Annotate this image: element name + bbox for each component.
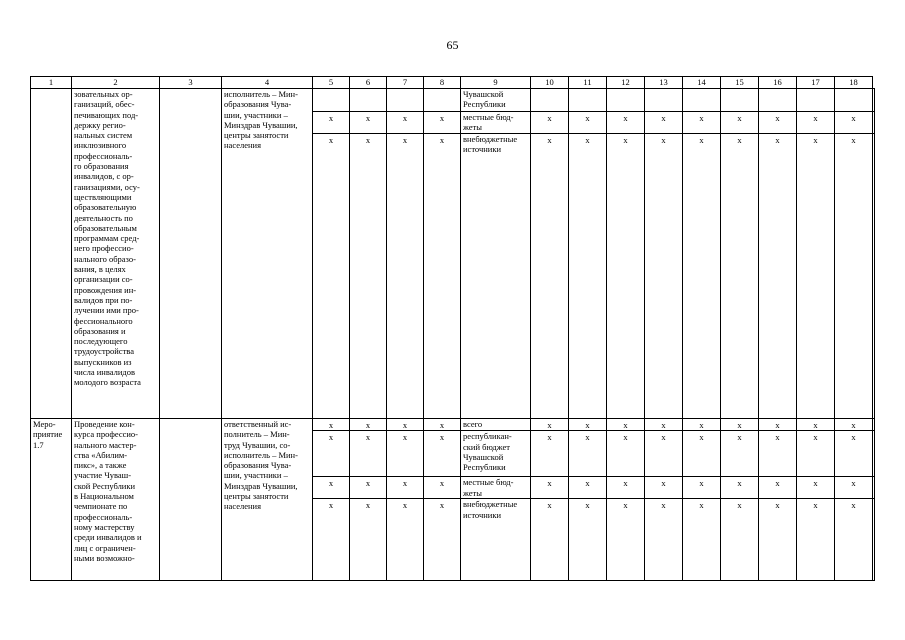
page-number: 65 xyxy=(446,38,459,52)
value-cell: x xyxy=(569,134,607,419)
value-cell: x xyxy=(721,419,759,431)
column-header: 18 xyxy=(835,77,873,89)
value-cell: x xyxy=(350,499,387,581)
value-cell: x xyxy=(313,477,350,499)
value-cell xyxy=(873,419,875,431)
funding-source-cell: Чувашской Республики xyxy=(461,89,531,112)
value-cell xyxy=(873,431,875,477)
value-cell: x xyxy=(683,134,721,419)
value-cell: x xyxy=(387,477,424,499)
value-cell: x xyxy=(387,134,424,419)
value-cell: x xyxy=(835,431,873,477)
column-header: 13 xyxy=(645,77,683,89)
value-cell xyxy=(873,112,875,134)
value-cell: x xyxy=(835,477,873,499)
value-cell: x xyxy=(759,431,797,477)
value-cell: x xyxy=(569,499,607,581)
column-header: 4 xyxy=(222,77,313,89)
value-cell: x xyxy=(721,431,759,477)
column-header: 12 xyxy=(607,77,645,89)
value-cell: x xyxy=(313,134,350,419)
funding-source-cell: местные бюд- жеты xyxy=(461,112,531,134)
column-header: 11 xyxy=(569,77,607,89)
table-row xyxy=(31,419,875,431)
measure-col4-cell: исполнитель – Мин- образования Чува- шии, участники – Минздрав Чувашии, центры занятости населения xyxy=(222,89,313,419)
measure-col2-cell: Проведение кон- курса профессио- нального мастер- ства «Абилим- пикс», а также участие Чуваш- ской Республики в Национальном чемпионате по профессиональ- ному мастерству среди инвалидов и лиц с ограничен- ными возможно- xyxy=(72,419,160,581)
value-cell: x xyxy=(387,499,424,581)
value-cell: x xyxy=(797,112,835,134)
value-cell: x xyxy=(424,419,461,431)
column-header: 8 xyxy=(424,77,461,89)
value-cell: x xyxy=(683,112,721,134)
value-cell: x xyxy=(721,477,759,499)
value-cell xyxy=(350,89,387,112)
value-cell: x xyxy=(645,419,683,431)
measure-col1-cell: Меро- приятие 1.7 xyxy=(31,419,72,581)
value-cell: x xyxy=(645,499,683,581)
value-cell: x xyxy=(835,419,873,431)
value-cell: x xyxy=(645,112,683,134)
value-cell: x xyxy=(424,499,461,581)
measure-col4-cell: ответственный ис- полнитель – Мин- труд Чувашии, со- исполнитель – Мин- образования Чува- шии, участники – Минздрав Чувашии, центры занятости населения xyxy=(222,419,313,581)
funding-source-cell: всего xyxy=(461,419,531,431)
value-cell: x xyxy=(313,112,350,134)
value-cell: x xyxy=(607,477,645,499)
value-cell: x xyxy=(313,419,350,431)
value-cell xyxy=(313,89,350,112)
value-cell xyxy=(797,89,835,112)
column-header: 1 xyxy=(31,77,72,89)
value-cell: x xyxy=(313,431,350,477)
value-cell xyxy=(873,134,875,419)
value-cell: x xyxy=(531,431,569,477)
value-cell: x xyxy=(607,431,645,477)
value-cell: x xyxy=(531,499,569,581)
value-cell: x xyxy=(313,499,350,581)
funding-source-cell: местные бюд- жеты xyxy=(461,477,531,499)
value-cell: x xyxy=(607,499,645,581)
value-cell: x xyxy=(721,112,759,134)
column-header: 6 xyxy=(350,77,387,89)
funding-source-cell: республикан- ский бюджет Чувашской Республики xyxy=(461,431,531,477)
measure-col1-cell xyxy=(31,89,72,419)
value-cell: x xyxy=(531,419,569,431)
value-cell: x xyxy=(387,112,424,134)
value-cell xyxy=(387,89,424,112)
value-cell: x xyxy=(797,499,835,581)
value-cell: x xyxy=(797,134,835,419)
funding-source-cell: внебюджетные источники xyxy=(461,134,531,419)
value-cell: x xyxy=(387,431,424,477)
column-header: 3 xyxy=(160,77,222,89)
value-cell: x xyxy=(350,419,387,431)
value-cell: x xyxy=(569,112,607,134)
value-cell xyxy=(531,89,569,112)
value-cell: x xyxy=(759,499,797,581)
value-cell: x xyxy=(721,134,759,419)
value-cell xyxy=(569,89,607,112)
column-number-row xyxy=(31,77,875,89)
column-header: 15 xyxy=(721,77,759,89)
value-cell: x xyxy=(645,431,683,477)
measure-col2-cell: зовательных ор- ганизаций, обес- печивающих под- держку регио- нальных систем инклюзивного профессиональ- го образования инвалидов, с ор- ганизациями, осу- ществляющими образовательную деятельность по образовательным программам сред- него профессио- нального образо- вания, в целях организации со- провождения ин- валидов при по- лучении ими про- фессионального образования и последующего трудоустройства выпускников из числа инвалидов молодого возраста xyxy=(72,89,160,419)
value-cell: x xyxy=(683,431,721,477)
value-cell: x xyxy=(569,431,607,477)
value-cell: x xyxy=(797,431,835,477)
value-cell: x xyxy=(797,419,835,431)
value-cell: x xyxy=(607,134,645,419)
value-cell xyxy=(835,89,873,112)
value-cell: x xyxy=(350,112,387,134)
value-cell: x xyxy=(721,499,759,581)
value-cell: x xyxy=(759,112,797,134)
value-cell xyxy=(759,89,797,112)
value-cell: x xyxy=(835,112,873,134)
value-cell: x xyxy=(569,419,607,431)
value-cell: x xyxy=(531,112,569,134)
value-cell: x xyxy=(350,431,387,477)
value-cell xyxy=(683,89,721,112)
value-cell: x xyxy=(683,499,721,581)
value-cell: x xyxy=(424,477,461,499)
value-cell xyxy=(721,89,759,112)
value-cell: x xyxy=(645,134,683,419)
value-cell: x xyxy=(835,499,873,581)
column-header: 16 xyxy=(759,77,797,89)
column-header: 2 xyxy=(72,77,160,89)
value-cell xyxy=(607,89,645,112)
value-cell: x xyxy=(387,419,424,431)
value-cell: x xyxy=(531,134,569,419)
value-cell: x xyxy=(424,134,461,419)
value-cell: x xyxy=(607,419,645,431)
value-cell: x xyxy=(424,431,461,477)
program-measures-table xyxy=(30,76,875,581)
table-row xyxy=(31,89,875,112)
value-cell: x xyxy=(645,477,683,499)
measure-col3-cell xyxy=(160,89,222,419)
value-cell: x xyxy=(835,134,873,419)
measure-col3-cell xyxy=(160,419,222,581)
value-cell xyxy=(873,89,875,112)
value-cell: x xyxy=(424,112,461,134)
value-cell: x xyxy=(797,477,835,499)
column-header: 9 xyxy=(461,77,531,89)
value-cell: x xyxy=(759,477,797,499)
value-cell: x xyxy=(531,477,569,499)
value-cell xyxy=(645,89,683,112)
column-header: 17 xyxy=(797,77,835,89)
column-header: 10 xyxy=(531,77,569,89)
value-cell xyxy=(873,499,875,581)
value-cell: x xyxy=(569,477,607,499)
column-header: 7 xyxy=(387,77,424,89)
value-cell: x xyxy=(759,419,797,431)
value-cell: x xyxy=(683,477,721,499)
column-header: 5 xyxy=(313,77,350,89)
value-cell xyxy=(873,477,875,499)
value-cell: x xyxy=(683,419,721,431)
funding-source-cell: внебюджетные источники xyxy=(461,499,531,581)
value-cell: x xyxy=(350,477,387,499)
value-cell: x xyxy=(759,134,797,419)
value-cell: x xyxy=(350,134,387,419)
column-header: 14 xyxy=(683,77,721,89)
value-cell: x xyxy=(607,112,645,134)
value-cell xyxy=(424,89,461,112)
